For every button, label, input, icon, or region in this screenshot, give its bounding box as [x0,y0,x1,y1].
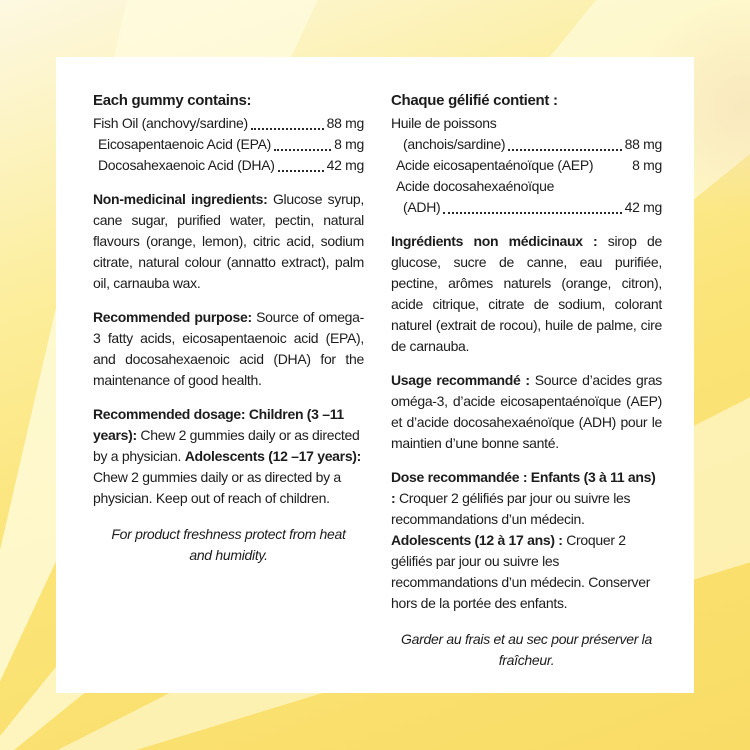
fr-usage-body: Source d’acides gras oméga-3, d’acide eicosapentaénoïque (AEP) et d’acide docosahexaénoïque (ADH) pour le maintien d’une bonne santé. [391,372,663,451]
en-non-medicinal-heading: Non-medicinal ingredients: [93,191,268,207]
en-dosage-adolescents-body: Chew 2 gummies daily or as directed by a physician. Keep out of reach of children. [93,469,341,506]
en-fact-value-dha: 42 mg [326,157,364,173]
fr-fact-name-dha: Acide docosahexaénoïque [396,178,555,194]
fr-dosage-adolescents-heading: Adolescents (12 à 17 ans) : [391,532,563,548]
en-dosage-paragraph [93,404,364,509]
english-column [93,90,364,693]
en-fact-row-dha [93,155,364,176]
fr-non-medicinal-paragraph [391,231,662,357]
fr-usage-heading: Usage recommandé : [391,372,530,388]
en-dosage-adolescents-heading: Adolescents (12 –17 years): [184,448,362,464]
fr-fact-sub-fish-oil: (anchois/sardine) [403,136,506,152]
fr-fact-row-dha [391,197,662,218]
en-fact-name-dha: Docosahexaenoic Acid (DHA) [98,157,275,173]
fr-dosage-paragraph [391,467,662,614]
fr-usage-paragraph [391,370,662,454]
leader-dots [443,212,621,214]
en-fact-name-fish-oil: Fish Oil (anchovy/sardine) [93,115,248,131]
fr-fact-name-fish-oil: Huile de poissons [391,115,497,131]
fr-fact-value-fish-oil: 88 mg [624,136,662,152]
fr-dosage-adolescents-body: Croquer 2 gélifiés par jour ou suivre les recommandations d’un médecin. Conserver hors de la portée des enfants. [391,532,651,611]
fr-non-medicinal-heading: Ingrédients non médicinaux : [391,233,598,249]
en-freshness-note: For product freshness protect from heat and humidity. [111,526,346,563]
french-column [391,90,662,693]
leader-dots [251,128,324,130]
en-purpose-heading: Recommended purpose: [93,309,252,325]
leader-dots [508,149,621,151]
en-fact-row-fish-oil [93,113,364,134]
en-purpose-body: Source of omega-3 fatty acids, eicosapentaenoic acid (EPA), and docosahexaenoic acid (DHA) for the maintenance of good health. [93,309,365,388]
fr-fact-row-epa [391,155,662,176]
fr-fact-row-fish-oil [391,134,662,155]
fr-fact-value-dha: 42 mg [624,199,662,215]
fr-contains-heading: Chaque gélifié contient : [391,92,558,109]
fr-fact-value-epa: 8 mg [632,157,662,173]
en-contains-heading: Each gummy contains: [93,92,252,109]
en-fact-row-epa [93,134,364,155]
en-fact-value-epa: 8 mg [334,136,364,152]
en-fact-value-fish-oil: 88 mg [326,115,364,131]
en-non-medicinal-paragraph [93,189,364,294]
fr-freshness-note: Garder au frais et au sec pour préserver la fraîcheur. [401,631,652,668]
fr-non-medicinal-body: sirop de glucose, sucre de canne, eau purifiée, pectine, arômes naturels (orange, citron), acide citrique, citrate de sodium, colorant naturel (extrait de rocou), huile de palme, cire de carnauba. [391,233,662,354]
leader-dots [278,170,324,172]
en-fact-name-epa: Eicosapentaenoic Acid (EPA) [98,136,271,152]
en-non-medicinal-body: Glucose syrup, cane sugar, purified water, pectin, natural flavours (orange, lemon), citric acid, sodium citrate, natural colour (annatto extract), palm oil, carnauba wax. [93,191,364,291]
en-dosage-children-heading: Recommended dosage: Children (3 –11 years): [93,406,344,443]
fr-fact-name-epa: Acide eicosapentaénoïque (AEP) [396,157,594,173]
fr-fact-sub-dha: (ADH) [403,199,441,215]
en-dosage-children-body: Chew 2 gummies daily or as directed by a physician. [93,427,360,464]
en-purpose-paragraph [93,307,364,391]
fr-dosage-enfants-body: Croquer 2 gélifiés par jour ou suivre les recommandations d’un médecin. [391,490,631,527]
leader-dots [274,149,331,151]
fr-dosage-enfants-heading: Dose recommandée : Enfants (3 à 11 ans) : [391,469,656,506]
label-panel [56,57,694,693]
